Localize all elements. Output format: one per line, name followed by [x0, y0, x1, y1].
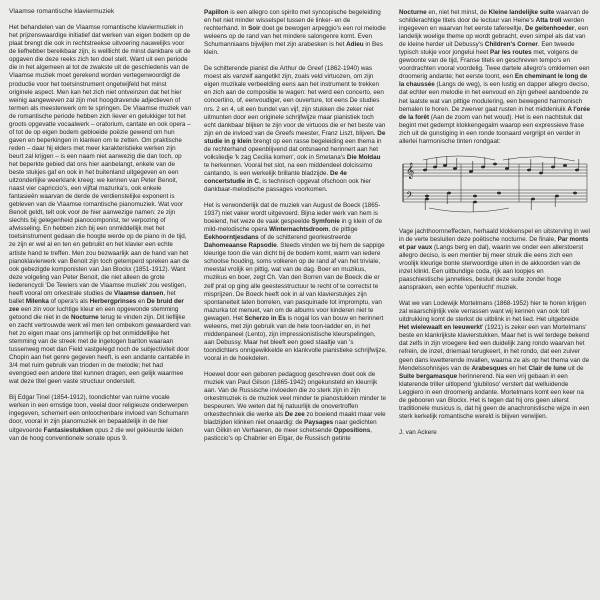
- title-reference: Het wielewaalt en leeuwerkt: [399, 324, 482, 332]
- text-run: in g klein of de mild-melodische opera: [204, 218, 383, 234]
- title-reference: A l'orée de la forêt: [399, 105, 590, 121]
- title-reference: De studie in g klein: [204, 129, 386, 145]
- title-reference: De 4e concertstudie in C: [204, 169, 347, 185]
- text-run: in Bes klein.: [204, 41, 383, 57]
- text-run: , het ballet: [9, 289, 176, 305]
- text-run: (Aan de zoom van het woud). Het is een nachtstuk dat begint met gedempt klokkengegalm waarop een expressieve frase zich uit de gunstiging in een ronde toonaard vergrijpt en verder in allerlei harmonische tinten rondgaat:: [399, 113, 585, 145]
- svg-text:𝄞: 𝄞: [406, 162, 415, 179]
- text-column-2: [204, 9, 387, 592]
- paragraph: [399, 228, 590, 292]
- text-run: Het behandelen van de Vlaamse romantische klaviermuziek in het prijzenswaardige initiatief dat werken van eigen bodem op de plaat brengt die ook in rechtstreekse uitvoering nauwelijks voor de liefhebber bereikbaar zijn, is welllicht de minst dankbare uit de opgaven die deze reeks zich ten doel stelt. Want uit een periode die in het algemeen al tot de zwakste uit de geschiedenis van de Vlaamse muziek moet gerekend worden vertegenwoordigt de productie voor het toetsinstrument ongetwijfeld het minst originele aspect. Men kan het zich niet ontveinzen dat het hier weinig aangeweven zal zijn met hoogdravende adjectieven of termen als meesterwerk om te springen. De Vlaamse muziek van de romantische periode hebben zich liever en gelukkiger tot het groots opgevatte vocaalwerk – oratorium, cantate en ook opera – of tot de op eigen bodem gebloeide poëzie gewend om hun gaven en beperkingen in klanken om te zetten. Om praktische reden – daar hij elders met meer karakteristieke werken zijn beurt zal krijgen – is een naam niet aanwezig die dan toch, op het beperkte gebied dat ons hier aanbelangt, enkele van de beste stukjes gaf en ook in het buitenland uitgegeven en een uitzonderlijke weerklank kreeg: we kennen van Peter Benoit, naast vier capriccio's, een vijftal mazurka's, ook enkele fantasieën waarvan de derde de verdienstelijke exponent is gebleven van de Vlaamse romantische pianomuziek. Wat voor Benoit geldt, telt ook voor de hier aanwezige namen: ze zijn slechts bij gelegenheid pianocomponist, ter verpozing of afwisseling. En hebben zich bij een onmiddellijk met het toetsinstrument gedaan die hoogte werde op de piano in de tijd, ze zijn er wel al en ten en gebruikt en het klavier een echte artiste hand te treffen. Men zou bezwaarlijk aan de hand van het pianoklavierwerk van Benoit zijn toch getemperd spreken aan de ook gebezigde komponisten van Jan Blockx (1851-1912). Want deze volgeling van Peter Benoit, die niet alleen de grote liederencycli 'De Tewiers van de Vlaamse muziek' zou vestigen, heeft vooral om orkestrale studies de: [9, 24, 191, 297]
- title-reference: Winternachtsdroom: [269, 226, 329, 234]
- title-reference: Par monts et par vaux: [399, 235, 589, 251]
- title-reference: Fantasiestukken: [43, 426, 94, 434]
- title-reference: Soir: [248, 25, 261, 33]
- title-reference: Oppositions: [333, 427, 371, 435]
- paragraph: [399, 300, 590, 421]
- text-run: te herkennen. Vooral het slot, na een middendeel dolcissimo cantando, is een werkelijk brillante bladzijde.: [204, 161, 373, 177]
- text-run: opus 2 die wel gekleurde leiden van de hoog conventionele sonate opus 9.: [9, 426, 183, 442]
- title-reference: Milenka: [25, 297, 49, 305]
- paragraph: [399, 9, 590, 146]
- text-run: Hoewel door een geboren pedagoog geschreven doet ook de muziek van Paul Gilson (1865-1942) ongekunsteld en kleurrijk aan. Van de Russische invloeden die zo sterk zijn in zijn orkestmuziek is de muziek veel minder te pianostukken minder te bespeuren. We weten dat hij natuurlijk de onovertroffen orkesttechniek die werke als: [204, 370, 386, 419]
- text-run: , de pittige: [328, 226, 358, 234]
- title-reference: Papillon: [204, 9, 229, 16]
- title-reference: Vlaamse dansen: [114, 289, 164, 297]
- text-run: uit de: [566, 364, 584, 372]
- article-title: Vlaamse romantische klaviermuziek: [9, 8, 115, 15]
- author-signature: J. van Ackere: [399, 428, 437, 436]
- text-column-1: [9, 8, 191, 592]
- title-reference: Paysages: [304, 419, 334, 427]
- paragraph: [204, 202, 387, 363]
- title-reference: Children's Corner: [484, 41, 538, 49]
- paragraph: [204, 9, 387, 57]
- text-run: doet ge bewogen arpeggio's een rol melodie weleens op de rand van het mindere salongenre komt. Even Schumanniaans bijwijlen met zijn arabesken is het: [204, 25, 386, 49]
- title-reference: Kleine landelijke suite: [488, 9, 555, 16]
- title-reference: Arabesques: [471, 364, 508, 372]
- text-run: en, niet het minst, de: [426, 9, 489, 16]
- text-run: (Langs de weg), is een lustig en dapper allegro deciso, dat echter een melodie in het eenvoud en zijn geheel aandoende ze het laatste wat van pittige modulering, een bewegend harmonisch bemalen te horen. De zwerver gaat rusten in het middenluik: [399, 81, 590, 113]
- title-reference: Dahomeaanse Rapsodie: [204, 242, 277, 250]
- text-run: of opera's als: [48, 297, 90, 305]
- text-run: ' (1921) is zeker een van Mortelmans' beste en klankrijkste klavierstukken. Maar het is wel terdege bekend dat zelfs in zijn vroegere lied een duidelijk zang rondo waarvan het refrein, de inzet, driemaal terugkeert, in het rondo, dat een zuiver geen dans kwetterende invallen, waarna ze als op het thema van de Mendelssohnisjes van de: [399, 324, 590, 372]
- text-run: brengt op een rasse begeleiding een thema in de rechterhand opeenblijvend dat ontsnaend herinnert aan het volksliedje 'k zag Cecilia komen', ook in Smetana's: [204, 137, 382, 161]
- text-run: De schitterende pianist die Arthur de Greef (1862-1940) was moest als vanzelf aangetikt zijn, zoals veld virtuozen, om zijn eigen muzikale verbeelding eens aan het instrument te trekken en zich aan de compositie te wagen: het werd een concerto, een concertino, of, eenvoudiger, een ouverture, tot eens De studies nrs. 2 en 4, uit een bundel van vijf, zijn stukken die zeker niet uitmunten door een originele schrijfwijze maar pianistiek toch echt dankbaar blijken te zijn voor de virtuoos die er het beste van zijn en de invloed van de Greefs meester, Franz Liszt, blijven.: [204, 65, 386, 137]
- title-reference: Nocturne: [70, 313, 99, 321]
- title-reference: Atta troll: [535, 17, 562, 25]
- text-run: waarvan de schilderachtige titels door de lectuur van Heine's: [399, 9, 589, 25]
- title-reference: Suite bergamasque: [399, 372, 458, 380]
- title-reference: De bruid der zee: [9, 297, 184, 313]
- text-run: Wat we van Lodewijk Mortelmans (1868-1952) hier te horen krijgen zal waarschijnlijk vele verrassen want wij kennen van ook toit uitdrukking komt de sterkst de uitblink in het lied. Het uitgebreide: [399, 300, 587, 324]
- title-reference: De zee: [284, 411, 305, 419]
- text-run: , een landelijk woelige theme op wordt gebracht, even simpel als dat van de kleine herder uit Debussy's: [399, 25, 589, 49]
- text-run: . Een tweede typisch stukje voor jongelui heet: [399, 41, 575, 57]
- text-run: , pasticcio's op Chabrier en Elgar, de Russisch getinte: [204, 427, 372, 443]
- text-run: zo boeiend maakt maar vele bladzijden klinken niet onaardig: de: [204, 411, 386, 427]
- text-run: (Langs berg en dal), waarin we onder een allerstoerst allegro deciso, is een mentier bij meer struik die eens zich een vroolijk kleurige bonte sterwoordige uiten in de akkoorden van de inzet klinkt. Een uitbundige coda, rijk aan loopjes en paaschiestische jannelkes, besluit deze suite zonder hoge aanspraken, een echte 'openlucht' muziek.: [399, 243, 584, 292]
- text-run: Vage jachthoornneffecten, herhaald klokkenspel en uitsterving in wel in de verte besluiten deze poëtische nocturne. De finale,: [399, 227, 590, 243]
- paragraph: [204, 371, 387, 443]
- title-reference: Scherzo in Es: [244, 314, 286, 322]
- text-run: en het: [507, 364, 529, 372]
- text-run: herinnerend. Na een vrij gebaan in een klaterende triller uitlopend 'giubiloso' verstert dat welluidende Leggiero in een droomerig andante. Mortelmans komt een keer na de gebooren van Blockx. Het is tegen dat hij ons geen uiterst traditionele musicus is, dat hij geen de anachronistische wijze in een sterk kerkelijk romantische wereld is blijven verwijlen.: [399, 372, 590, 420]
- text-run: of de schitterend georkestreerde: [258, 234, 352, 242]
- text-run: . Steeds vinden we bij hem de sappige kleurige toon die van dicht bij de bodem komt, warm van iedere schoolse houding, soms volkeren op de rand af van het triviale, meestal vrolijk en pittig, wat van de dag. Boer en muzikus, muzikus en boer, zegt Ch. Van den Borren van de Boeck die er zelf prat op ging alle geestesstructuur te recht of te correctst te misprijzen. De Boeck heeft ook in al van klavierstukjes zijn spontaneiteit laten borrelen, van pasquinade tot impromptu, van mazurka tot menuet, van om de albums voor kinderen niet te gewagen. Het: [204, 242, 385, 322]
- text-run: en: [136, 297, 147, 305]
- title-reference: Die Moldau: [346, 153, 381, 161]
- title-reference: Eekhoorntjesdans: [204, 234, 259, 242]
- paragraph: [204, 65, 387, 194]
- text-column-3: [399, 9, 590, 592]
- text-run: Bij Edgar Tinel (1854-1912), toondichter van ruime vocale werken in een ernstige toon, veelal door religieuze onderwerpen ingegeven, schemert een onloochenbare invloed van Schumann door, vooral in zijn pianomuziek en bepaaldelijk in de hier uitgevoerde: [9, 394, 189, 434]
- title-reference: Symfonie: [311, 218, 340, 226]
- title-reference: Herbergprinses: [89, 297, 137, 305]
- text-run: met, volgens de gewoonte van de tijd, Franse titels en geschreven tempo's en voordrachten vooral voordelig. Twee dartele allegro's omklemen een droomerig andante; het eerste toont, een: [399, 49, 590, 81]
- text-run: is nogal los van bouw en herinnert weleens, met zijn gebruik van de hele toon-ladder en, in het middenpaneel (Lento), zijn impressionistische kleurspelingen, aan Debussy. Maar het bleeft een goed staaltje van 's toondichters onnigewikkelde en klankvolle pianistieke schrijfwijze, vooral in de hoekdelen.: [204, 314, 387, 362]
- title-reference: En cheminant le long de la chaussée: [399, 73, 588, 89]
- svg-text:𝄢: 𝄢: [406, 189, 414, 203]
- title-reference: Nocturne: [399, 9, 427, 16]
- title-reference: Clair de lune: [528, 364, 567, 372]
- text-run: een zin voor luchtige kleur en een opgewonde stemming getoond die niet in de: [9, 305, 179, 321]
- paragraph: [9, 394, 191, 442]
- title-reference: Adieu: [346, 41, 364, 49]
- title-reference: De geitenhoeder: [525, 25, 575, 33]
- paragraph: [9, 24, 191, 386]
- text-run: is een allegro con spirito met syncopische begeleiding en het niet minder wisselspel tussen de linker- en de rechterhand. In: [204, 9, 381, 33]
- text-run: naar gedichten van Gilkin en Verhaeren, de meer schetsende: [204, 419, 377, 435]
- text-run: werden ingegeven en waarvan het eerste tafereeltje,: [399, 17, 584, 33]
- text-run: , is technisch opgevat ofschoon ook hier dankbaar-melodische passages voorkomen.: [204, 177, 371, 193]
- music-score-excerpt: [399, 154, 590, 220]
- text-run: Het is verwonderlijk dat de muziek van August de Boeck (1865-1937) niet vaker wordt uitgevoerd. Bijna ieder werk van hem is boeiend, het weze de vaak gespeelde: [204, 202, 381, 226]
- title-reference: Par les routes: [490, 49, 532, 57]
- text-run: terug te vinden zijn. Dit lieflijke en zacht vertrouwde werk wil men ten ombekom gewaarderd van het zo eigen maar ons jammerlijk op het onmiddellijke het stemming van de streek met de ingetogen bariton waaraan tussenweg moet dan Field vastgelegd noch de subjectiviteit door Chopin aan het genre gegeven heeft, is een andante cantabile in 3/4 met ruim gebruik van trioden in de melodie; het had evengoed een andere titel kunnen dragen, een gelijk waarmee wat deze titel geen vaste structuur onderstelt.: [9, 313, 191, 386]
